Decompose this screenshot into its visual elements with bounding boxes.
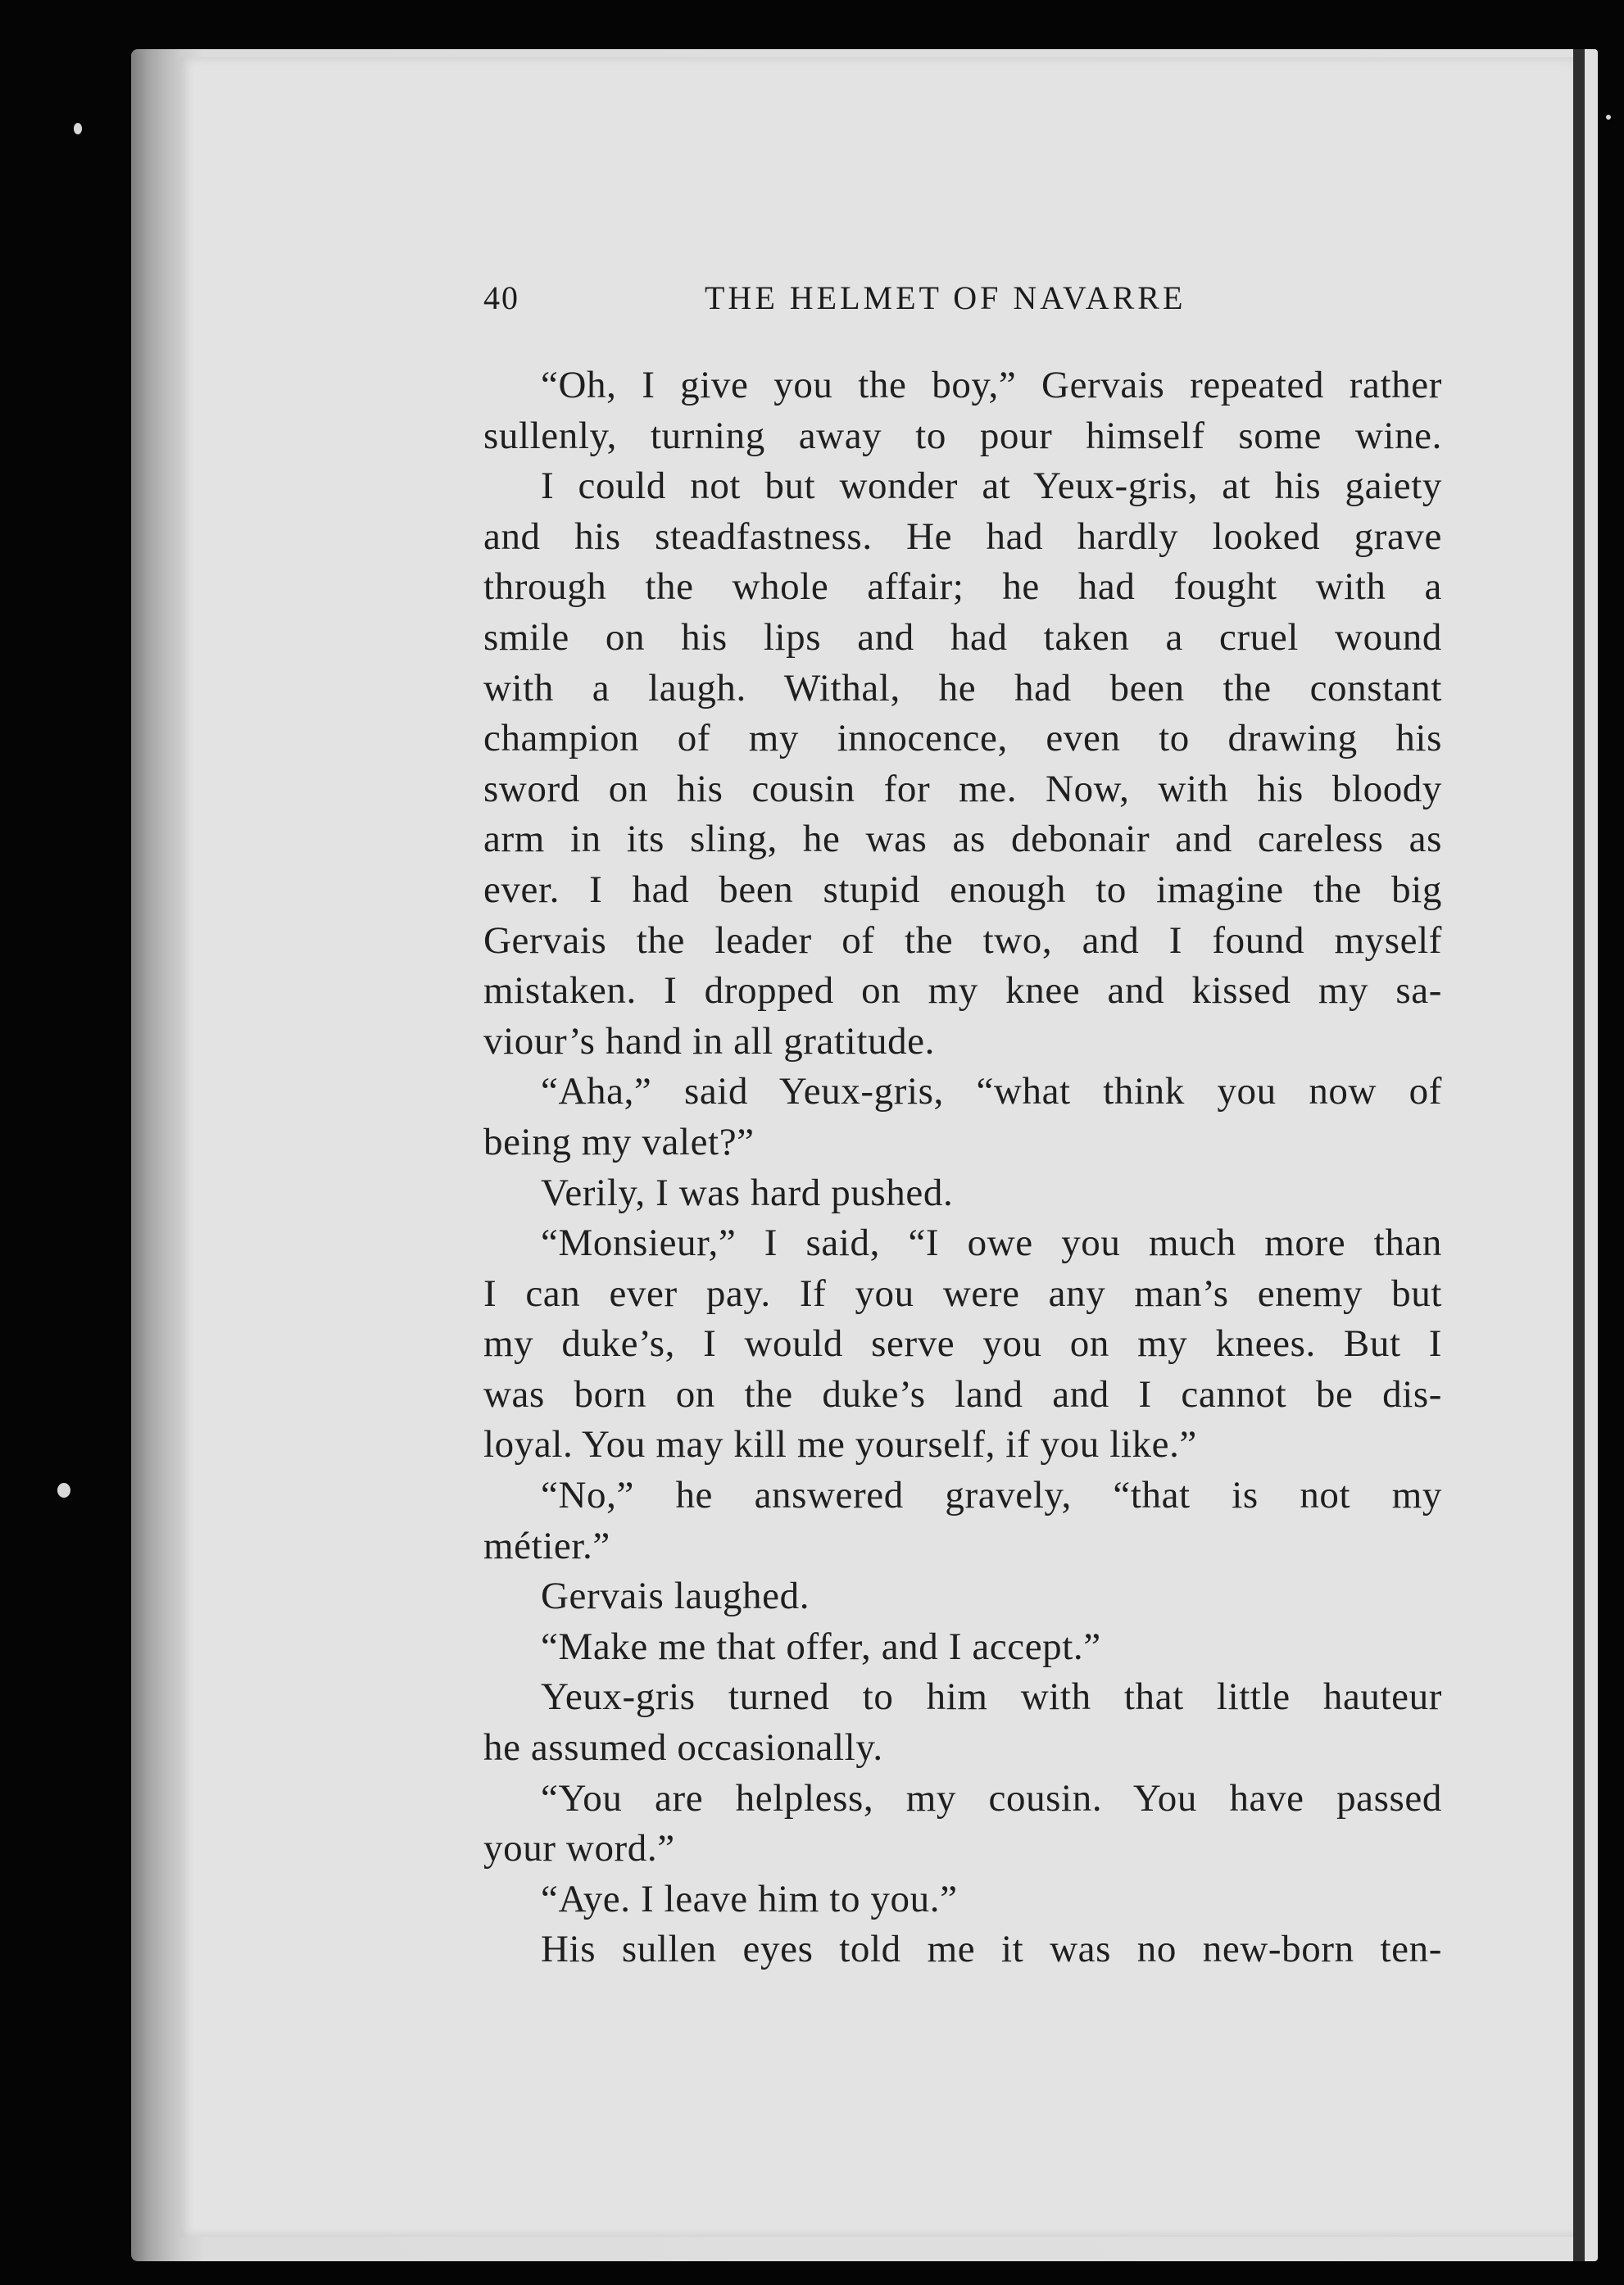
text-line: Gervais the leader of the two, and I found myself	[483, 918, 1442, 962]
text-line: with a laugh. Withal, he had been the constant	[483, 666, 1442, 710]
text-line: mistaken. I dropped on my knee and kissed my sa-	[483, 969, 1442, 1013]
text-line: Verily, I was hard pushed.	[541, 1171, 954, 1214]
text-line: and his steadfastness. He had hardly looked grave	[483, 515, 1442, 558]
text-line: smile on his lips and had taken a cruel wound	[483, 615, 1442, 659]
page-number: 40	[483, 279, 519, 316]
text-line: “Make me that offer, and I accept.”	[541, 1625, 1101, 1668]
text-line: being my valet?”	[483, 1120, 755, 1163]
body-text	[483, 360, 1442, 1975]
text-line: champion of my innocence, even to drawing his	[483, 717, 1442, 760]
text-line: he assumed occasionally.	[483, 1726, 883, 1770]
text-line: métier.”	[483, 1524, 610, 1567]
text-line: sullenly, turning away to pour himself some wine.	[483, 414, 1442, 457]
text-line: I can ever pay. If you were any man’s enemy but	[483, 1272, 1442, 1315]
scan-speck	[74, 123, 82, 134]
text-line: sword on his cousin for me. Now, with his bloody	[483, 767, 1442, 810]
text-line: Gervais laughed.	[541, 1575, 810, 1618]
text-line: ever. I had been stupid enough to imagine the big	[483, 868, 1442, 911]
text-line: His sullen eyes told me it was no new-born ten-	[541, 1928, 1442, 1971]
text-line: “No,” he answered gravely, “that is not my	[541, 1474, 1442, 1517]
binding-shadow	[1573, 49, 1585, 2261]
text-line: I could not but wonder at Yeux-gris, at his gaiety	[541, 465, 1442, 508]
text-line: was born on the duke’s land and I cannot be dis-	[483, 1372, 1442, 1416]
running-title: THE HELMET OF NAVARRE	[705, 279, 1186, 316]
text-line: “Aye. I leave him to you.”	[541, 1877, 958, 1920]
text-line: loyal. You may kill me yourself, if you like.”	[483, 1423, 1197, 1467]
text-line: “Aha,” said Yeux-gris, “what think you now of	[541, 1070, 1442, 1113]
text-line: viour’s hand in all gratitude.	[483, 1019, 935, 1063]
text-line: arm in its sling, he was as debonair and careless as	[483, 818, 1442, 861]
scan-speck	[57, 1483, 70, 1498]
scan-speck	[1606, 115, 1611, 120]
text-line: “Oh, I give you the boy,” Gervais repeated rather	[541, 364, 1442, 406]
running-header	[483, 279, 1442, 336]
text-line: “You are helpless, my cousin. You have passed	[541, 1776, 1442, 1820]
text-line: my duke’s, I would serve you on my knees. But I	[483, 1322, 1442, 1366]
text-line: Yeux-gris turned to him with that little hauteur	[541, 1675, 1442, 1719]
text-line: your word.”	[483, 1827, 675, 1870]
text-line: through the whole affair; he had fought with a	[483, 565, 1442, 609]
text-line: “Monsieur,” I said, “I owe you much more than	[541, 1222, 1442, 1265]
